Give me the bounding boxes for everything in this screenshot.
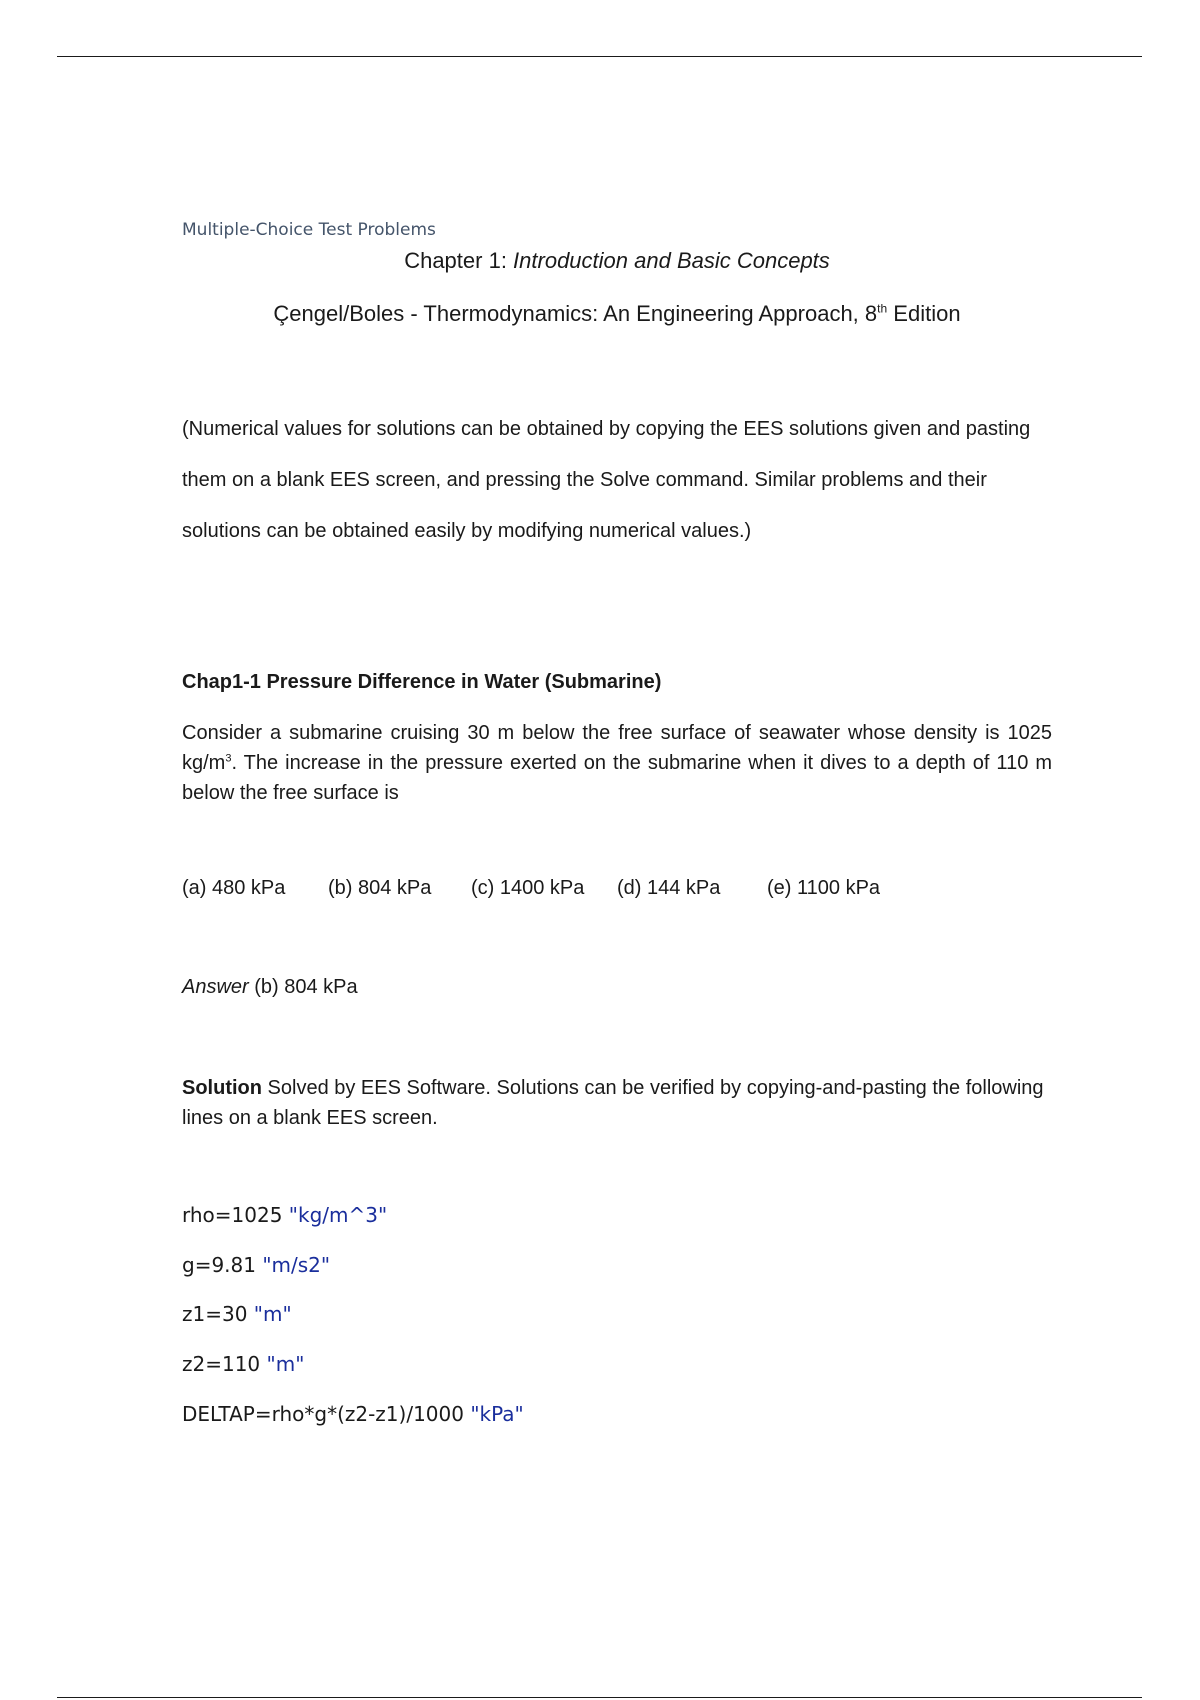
chapter-prefix: Chapter 1: <box>404 248 514 273</box>
code-expr: z2=110 <box>182 1352 267 1376</box>
solution-label: Solution <box>182 1077 262 1099</box>
code-unit: "kPa" <box>470 1402 524 1426</box>
code-line <box>182 1302 292 1326</box>
problem-title: Chap1-1 Pressure Difference in Water (Submarine) <box>182 671 662 693</box>
code-expr: DELTAP=rho*g*(z2-z1)/1000 <box>182 1402 471 1426</box>
code-unit: "kg/m^3" <box>288 1203 388 1227</box>
choice-c: (c) 1400 kPa <box>471 877 585 899</box>
answer-label: Answer <box>182 976 249 998</box>
statement-sup: 3 <box>225 752 232 765</box>
choice-b: (b) 804 kPa <box>328 877 432 899</box>
book-tail: Edition <box>887 301 961 326</box>
answer-value: (b) 804 kPa <box>248 976 358 998</box>
code-unit: "m" <box>266 1352 305 1376</box>
header-label: Multiple-Choice Test Problems <box>182 220 436 240</box>
solution-text: Solved by EES Software. Solutions can be verified by copying-and-pasting the following lines on a blank EES screen. <box>182 1077 1044 1129</box>
code-line <box>182 1402 524 1426</box>
bottom-rule <box>57 1697 1142 1698</box>
choice-a: (a) 480 kPa <box>182 877 286 899</box>
solution-paragraph <box>182 1073 1052 1133</box>
answer-line <box>182 976 358 999</box>
statement-pre: Consider a submarine cruising 30 m below the free surface of seawater whose density is 1025 kg/m <box>182 722 1052 774</box>
code-expr: rho=1025 <box>182 1203 289 1227</box>
top-rule <box>57 56 1142 57</box>
book-main: Çengel/Boles - Thermodynamics: An Engineering Approach, 8 <box>273 301 878 326</box>
choice-e: (e) 1100 kPa <box>767 877 881 899</box>
book-title <box>182 301 1052 327</box>
statement-post: . The increase in the pressure exerted on the submarine when it dives to a depth of 110 m below the free surface is <box>182 752 1052 804</box>
code-line <box>182 1352 304 1376</box>
code-expr: g=9.81 <box>182 1253 263 1277</box>
book-edition-sup: th <box>877 301 888 316</box>
choice-d: (d) 144 kPa <box>617 877 721 899</box>
code-line <box>182 1203 387 1227</box>
code-unit: "m" <box>253 1302 292 1326</box>
code-expr: z1=30 <box>182 1302 254 1326</box>
code-line <box>182 1253 330 1277</box>
instructions-note: (Numerical values for solutions can be obtained by copying the EES solutions given and pasting them on a blank EES screen, and pressing the Solve command. Similar problems and their solutions can be obtained easily by modifying numerical values.) <box>182 418 1031 542</box>
chapter-name: Introduction and Basic Concepts <box>513 248 830 273</box>
problem-statement <box>182 718 1052 808</box>
chapter-title <box>182 248 1052 274</box>
code-unit: "m/s2" <box>262 1253 331 1277</box>
